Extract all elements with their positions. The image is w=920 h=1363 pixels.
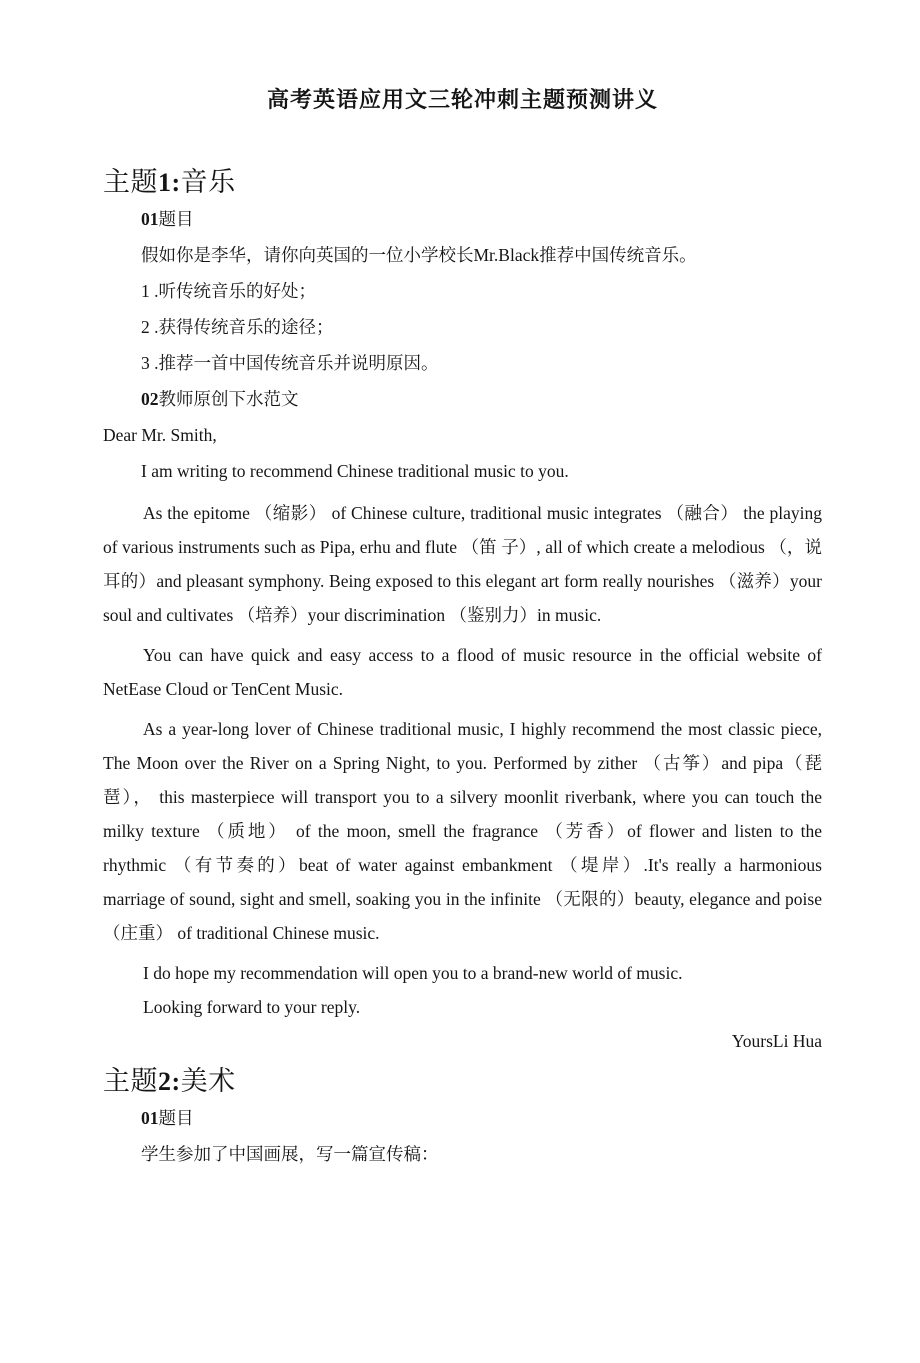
topic1-question-label xyxy=(103,208,822,231)
topic1-question-label-number: 01 xyxy=(141,209,159,229)
letter-salutation: Dear Mr. Smith, xyxy=(103,425,217,445)
letter-paragraph-2: You can have quick and easy access to a flood of music resource in the official website of NetEase Cloud or TenCent Music. xyxy=(103,645,822,699)
topic1-point-2: 2 .获得传统音乐的途径； xyxy=(141,317,334,337)
topic1-answer-label-number: 02 xyxy=(141,389,159,409)
topic2-prompt: 学生参加了中国画展，写一篇宣传稿： xyxy=(141,1144,439,1164)
document-title: 高考英语应用文三轮冲刺主题预测讲义 xyxy=(266,87,658,112)
topic1-answer-label xyxy=(103,388,822,411)
topic2-question-label-text: 题目 xyxy=(158,1108,194,1128)
topic1-heading-name: 音乐 xyxy=(180,167,236,197)
topic2-heading xyxy=(103,1064,822,1099)
letter-opening: I am writing to recommend Chinese traditional music to you. xyxy=(141,461,569,481)
topic2-heading-prefix: 主题 xyxy=(103,1066,158,1096)
topic2-heading-name: 美术 xyxy=(180,1066,236,1096)
topic1-heading-number: 1: xyxy=(158,168,181,197)
topic1-heading xyxy=(103,165,822,200)
letter-closing-2: Looking forward to your reply. xyxy=(143,997,361,1017)
letter-closing-1: I do hope my recommendation will open you to a brand-new world of music. xyxy=(143,963,683,983)
topic2-question-label-number: 01 xyxy=(141,1108,159,1128)
topic1-point-1: 1 .听传统音乐的好处； xyxy=(141,281,316,301)
letter-paragraph-1: As the epitome （缩影） of Chinese culture, traditional music integrates （融合） the playing of various instruments such as Pipa, erhu and flute （笛 子）, all of which create a melodious （，说耳的）and pleasant symphony. Being exposed to this elegant art form really nourishes （滋养）your soul and cultivates （培养）your discrimination （鉴别力）in music. xyxy=(103,503,822,625)
topic1-heading-prefix: 主题 xyxy=(103,167,158,197)
topic2-question-label xyxy=(103,1107,822,1130)
topic1-point-3: 3 .推荐一首中国传统音乐并说明原因。 xyxy=(141,353,439,373)
letter-paragraph-3: As a year-long lover of Chinese traditional music, I highly recommend the most classic piece, The Moon over the River on a Spring Night, to you. Performed by zither （古筝）and pipa（琵琶）， this masterpiece will transport you to a silvery moonlit riverbank, where you can touch the milky texture （质地） of the moon, smell the fragrance （芳香）of flower and listen to the rhythmic （有节奏的）beat of water against embankment （堤岸）.It's really a harmonious marriage of sound, sight and smell, soaking you in the infinite （无限的）beauty, elegance and poise （庄重） of traditional Chinese music. xyxy=(103,719,822,943)
topic2-heading-number: 2: xyxy=(158,1067,181,1096)
topic1-answer-label-text: 教师原创下水范文 xyxy=(158,389,299,409)
topic1-question-label-text: 题目 xyxy=(158,209,194,229)
topic1-prompt: 假如你是李华，请你向英国的一位小学校长Mr.Black推荐中国传统音乐。 xyxy=(141,245,697,265)
letter-signature: YoursLi Hua xyxy=(731,1031,822,1051)
